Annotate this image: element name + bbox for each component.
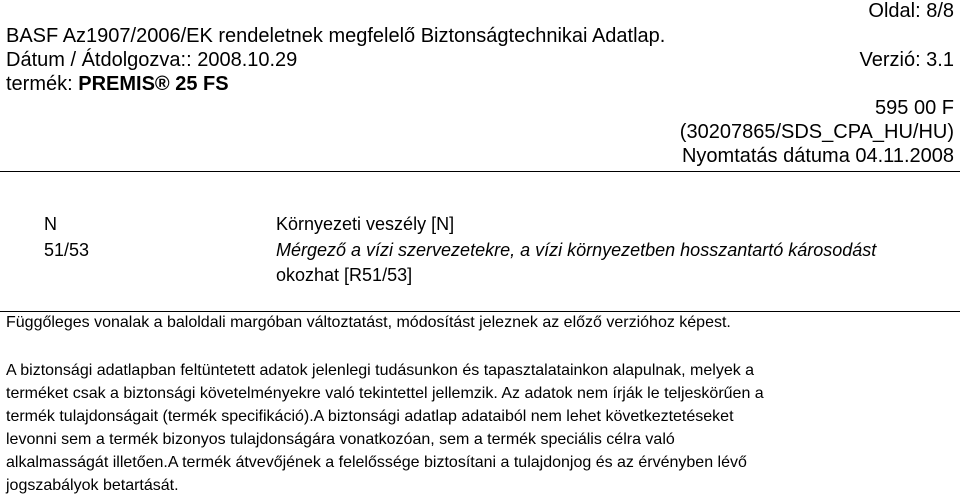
header-divider (0, 171, 960, 172)
disclaimer-line: levonni sem a termék bizonyos tulajdonságára vonatkozóan, sem a termék speciális célra való (6, 431, 675, 448)
product-line (6, 73, 229, 96)
product-prefix: termék: (6, 73, 79, 95)
disclaimer-line: alkalmasságát illetően.A termék átvevőjének a felelőssége biztosítani a tulajdonjog és az érvényben lévő (6, 454, 747, 471)
hazard-text: Mérgező a vízi szervezetekre, a vízi környezetben hosszantartó károsodást (276, 240, 877, 260)
print-date: Nyomtatás dátuma 04.11.2008 (681, 145, 954, 167)
product-code: 595 00 F (875, 97, 954, 119)
revision-date: Dátum / Átdolgozva:: 2008.10.29 (6, 49, 298, 71)
hazard-code: 51/53 (44, 240, 90, 260)
sds-code: (30207865/SDS_CPA_HU/HU) (679, 121, 954, 143)
document-title: BASF Az1907/2006/EK rendeletnek megfelelő Biztonságtechnikai Adatlap. (6, 25, 666, 47)
version-label: Verzió: 3.1 (859, 49, 954, 71)
hazard-text: okozhat [R51/53] (276, 265, 413, 285)
disclaimer-line: jogszabályok betartását. (6, 477, 179, 494)
section-divider (0, 311, 960, 312)
hazard-code: N (44, 214, 57, 234)
disclaimer-line: terméket csak a biztonsági követelményekre való tekintettel jellemzik. Az adatok nem írják le teljeskörűen a (6, 385, 764, 402)
change-marker-note: Függőleges vonalak a baloldali margóban változtatást, módosítást jeleznek az előző verzióhoz képest. (6, 314, 731, 331)
page-number: Oldal: 8/8 (868, 0, 954, 22)
hazard-text: Környezeti veszély [N] (276, 214, 455, 234)
product-name: PREMIS® 25 FS (78, 73, 229, 95)
disclaimer-line: A biztonsági adatlapban feltüntetett adatok jelenlegi tudásunkon és tapasztalatainkon alapulnak, melyek a (6, 362, 755, 379)
disclaimer-line: termék tulajdonságait (termék specifikáció).A biztonsági adatlap adataiból nem lehet következtetéseket (6, 408, 734, 425)
